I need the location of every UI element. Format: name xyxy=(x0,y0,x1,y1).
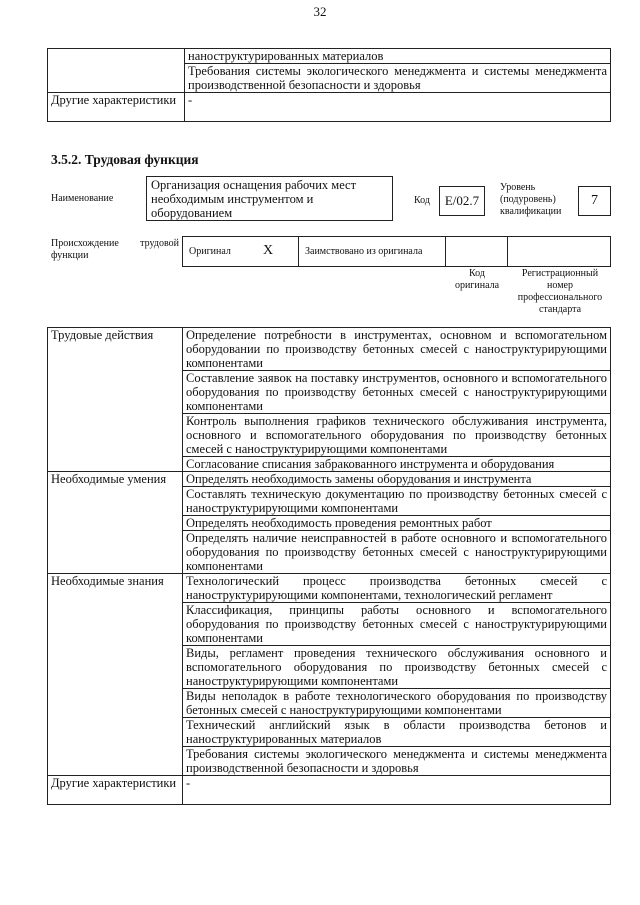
origin-label: Происхождение трудовой функции xyxy=(51,238,179,261)
table-cell: Классификация, принципы работы основного и вспомогательного оборудования по производству бетонных смесей с наноструктурирующими компонентами xyxy=(183,603,611,646)
table-cell: Виды, регламент проведения технического обслуживания основного и вспомогательного оборудования по производству бетонных смесей с наноструктурирующими компонентами xyxy=(183,646,611,689)
code-label: Код xyxy=(414,195,430,206)
section-title: 3.5.2. Трудовая функция xyxy=(51,152,199,167)
page-number: 32 xyxy=(313,4,327,19)
table-row xyxy=(48,49,611,64)
table-cell: Определение потребности в инструментах, основном и вспомогательном оборудовании по производству бетонных смесей с наноструктурирующими компонентами xyxy=(183,328,611,371)
table-cell: Технологический процесс производства бетонных смесей с наноструктурирующими компонентами, технологический регламент xyxy=(183,574,611,603)
function-name-box xyxy=(146,176,393,221)
divider xyxy=(298,237,299,266)
group-label: Другие характеристики xyxy=(48,776,183,805)
table-row xyxy=(48,574,611,603)
table-cell: Виды неполадок в работе технологического оборудования по производству бетонных смесей с наноструктурирующими компонентами xyxy=(183,689,611,718)
row-label xyxy=(48,49,185,93)
original-label: Оригинал xyxy=(189,246,231,257)
table-row xyxy=(48,328,611,371)
function-code-box xyxy=(439,186,485,216)
table-row xyxy=(48,776,611,805)
group-label: Необходимые знания xyxy=(48,574,183,776)
table-cell: наноструктурированных материалов xyxy=(185,49,611,64)
qualification-level-box xyxy=(578,186,611,216)
row-label: Другие характеристики xyxy=(48,93,185,122)
table-cell: Согласование списания забракованного инструмента и оборудования xyxy=(183,457,611,472)
table-cell: Определять наличие неисправностей в работе основного и вспомогательного оборудования по производству бетонных смесей с наноструктурирующими компонентами xyxy=(183,531,611,574)
borrowed-label: Заимствовано из оригинала xyxy=(305,246,423,257)
table-cell: Контроль выполнения графиков технического обслуживания инструмента, основного и вспомогательного оборудования по производству бетонных смесей с наноструктурирующими компонентами xyxy=(183,414,611,457)
table-cell: Составлять техническую документацию по производству бетонных смесей с наноструктурирующими компонентами xyxy=(183,487,611,516)
table-cell: Технический английский язык в области производства бетонов и наноструктурированных материалов xyxy=(183,718,611,747)
origin-row xyxy=(182,236,611,267)
qualification-level: 7 xyxy=(591,193,598,208)
reg-number-caption: Регистрационный номер профессионального стандарта xyxy=(517,268,603,315)
table-row xyxy=(48,93,611,122)
function-code: E/02.7 xyxy=(444,193,480,208)
top-characteristics-table xyxy=(47,48,611,122)
table-cell: Составление заявок на поставку инструментов, основного и вспомогательного оборудования по производству бетонных смесей с наноструктурирующими компонентами xyxy=(183,371,611,414)
table-cell: Определять необходимость замены оборудования и инструмента xyxy=(183,472,611,487)
divider xyxy=(507,237,508,266)
divider xyxy=(445,237,446,266)
table-cell: Требования системы экологического менеджмента и системы менеджмента производственной безопасности и здоровья xyxy=(183,747,611,776)
function-name: Организация оснащения рабочих мест необходимым инструментом и оборудованием xyxy=(151,178,357,220)
table-cell: - xyxy=(185,93,611,122)
table-cell: Определять необходимость проведения ремонтных работ xyxy=(183,516,611,531)
name-label: Наименование xyxy=(51,193,114,204)
table-cell: Требования системы экологического менеджмента и системы менеджмента производственной безопасности и здоровья xyxy=(185,64,611,93)
code-origin-caption: Код оригинала xyxy=(454,268,500,291)
labor-function-table xyxy=(47,327,611,805)
group-label: Трудовые действия xyxy=(48,328,183,472)
table-cell: - xyxy=(183,776,611,805)
qualification-level-label: Уровень (подуровень) квалификации xyxy=(500,182,562,217)
table-row xyxy=(48,472,611,487)
original-mark: X xyxy=(263,243,274,258)
group-label: Необходимые умения xyxy=(48,472,183,574)
